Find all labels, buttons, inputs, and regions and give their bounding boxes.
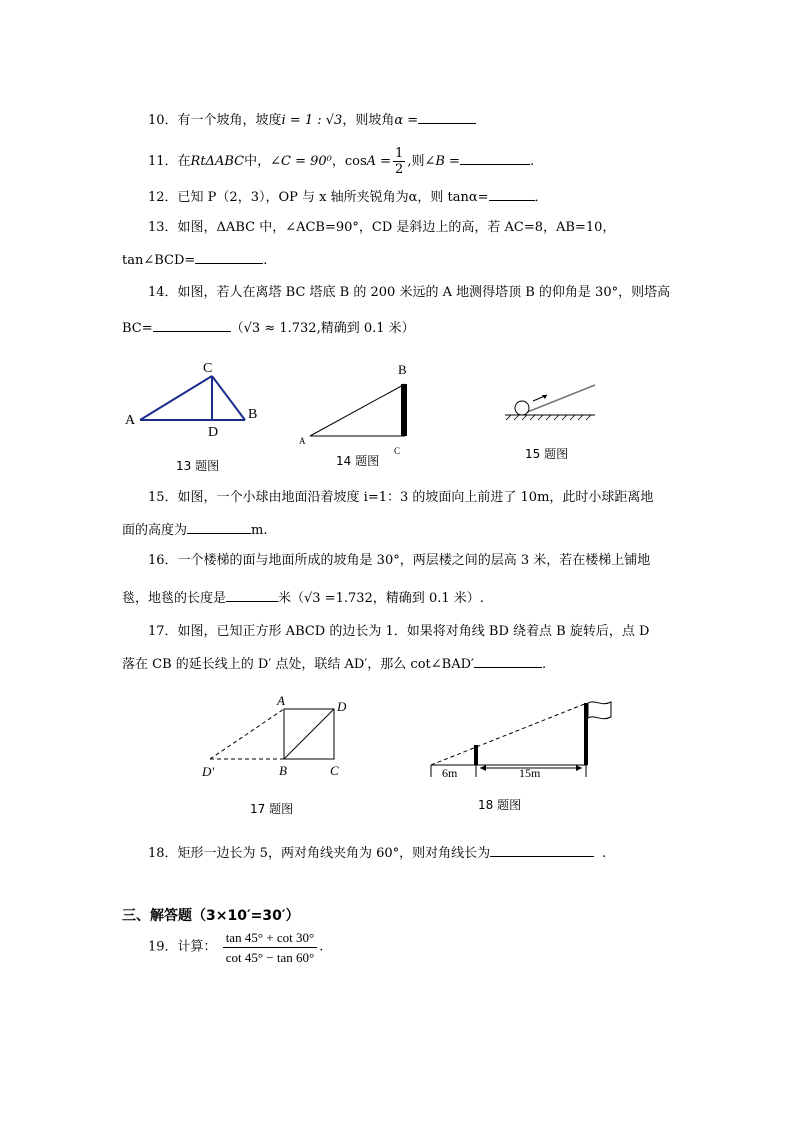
q11-b-eq: B = (435, 154, 460, 169)
question-15-line1 (148, 490, 653, 506)
q11-c-eq: C = 90⁰ (280, 154, 332, 169)
fig15-ball (515, 401, 529, 415)
q14-answer-blank[interactable] (153, 319, 231, 332)
q13-line1: 13．如图，ΔABC 中，∠ACB=90°，CD 是斜边上的高，若 AC=8，AB=10， (148, 220, 616, 235)
fig13-label-a: A (125, 413, 136, 428)
fig13-side-bc (212, 376, 245, 420)
q11-fraction (393, 146, 405, 177)
question-16-line1 (148, 553, 650, 569)
fig14-sightline (310, 384, 405, 436)
figure-18 (425, 695, 625, 785)
q10-alpha: α = (394, 113, 419, 128)
q13-answer-blank[interactable] (195, 251, 263, 264)
question-13-line1 (148, 220, 615, 236)
fig15-caption: 15 题图 (525, 447, 569, 461)
fig14-label-c: C (394, 446, 401, 456)
question-14-line1 (148, 285, 670, 301)
question-11 (148, 146, 534, 177)
q13-line2: tan∠BCD= (122, 253, 196, 268)
fig13-caption: 13 题图 (176, 459, 220, 473)
q10-answer-blank[interactable] (418, 111, 476, 124)
q10-slope: i = 1 : √3 (281, 113, 343, 128)
fig18-person (474, 745, 478, 765)
question-17-line2 (122, 655, 546, 673)
q14-line1: 14．如图，若人在离塔 BC 塔底 B 的 200 米远的 A 地测得塔顶 B 的仰角是 30°，则塔高 (148, 285, 671, 300)
q16-line1: 16．一个楼梯的面与地面所成的坡角是 30°，两层楼之间的层高 3 米，若在楼梯上铺地 (148, 553, 651, 568)
fig18-sightline (431, 703, 587, 765)
fig14-label-a: A (299, 436, 306, 446)
q10-text-b: ，则坡角 (342, 113, 395, 128)
question-19 (148, 930, 323, 965)
q18-text: 18．矩形一边长为 5，两对角线夹角为 60°，则对角线长为 (148, 846, 491, 861)
question-17-line1 (148, 624, 649, 640)
q15-line2b: m. (251, 523, 268, 538)
fig17-diagonal-bd (284, 709, 334, 759)
fig17-line-ad-prime (210, 709, 284, 759)
question-18 (148, 844, 606, 862)
q17-line1: 17．如图，已知正方形 ABCD 的边长为 1．如果将对角线 BD 绕着点 B 旋转后，点 D (148, 624, 650, 639)
q11-mid1: 中，∠ (244, 154, 281, 169)
fig18-arrow-left (480, 765, 486, 771)
fig18-label-15m: 15m (519, 766, 541, 780)
fig17-label-c: C (330, 763, 339, 778)
q11-triangle: RtΔABC (190, 154, 245, 169)
q10-text-a: 10．有一个坡角，坡度 (148, 113, 282, 128)
q19-denominator: cot 45° − tan 60° (225, 950, 315, 965)
question-16-line2 (122, 589, 484, 607)
q11-frac-num: 1 (395, 146, 404, 161)
section-3-title: 三、解答题（3×10′=30′） (122, 908, 300, 924)
q13-end: . (263, 253, 268, 268)
q11-end: . (529, 154, 535, 169)
q18-answer-blank[interactable] (490, 844, 594, 857)
fig18-caption: 18 题图 (478, 798, 522, 812)
figure-15 (500, 382, 600, 427)
q19-numerator: tan 45° + cot 30° (223, 930, 318, 948)
q17-line2a: 落在 CB 的延长线上的 D′ 点处，联结 AD′，那么 cot∠BAD′ (122, 657, 474, 672)
fig17-caption: 17 题图 (250, 802, 294, 816)
q12-answer-blank[interactable] (489, 188, 535, 201)
q17-end: . (541, 657, 547, 672)
fig17-label-d: D (337, 699, 347, 714)
q11-tail: ,则∠ (407, 154, 436, 169)
q15-line2a: 面的高度为 (122, 523, 188, 538)
q11-frac-den: 2 (395, 162, 404, 177)
q14-line2b: （√3 ≈ 1.732,精确到 0.1 米） (230, 321, 415, 336)
fig15-slope (520, 385, 595, 415)
q11-text-a: 11．在 (148, 154, 191, 169)
figure-14 (295, 362, 425, 457)
q14-line2a: BC= (122, 321, 153, 336)
fig17-label-b: B (279, 763, 287, 778)
fig13-label-c: C (203, 361, 213, 376)
fig14-tower (401, 384, 407, 436)
q17-answer-blank[interactable] (474, 655, 542, 668)
q15-line1: 15．如图，一个小球由地面沿着坡度 i=1：3 的坡面向上前进了 10m，此时小球距离地 (148, 490, 654, 505)
question-12 (148, 188, 548, 206)
fig13-label-d: D (208, 425, 219, 440)
figure-13 (120, 358, 260, 438)
fig17-label-a: A (277, 693, 285, 708)
q15-answer-blank[interactable] (187, 521, 251, 534)
fig18-flag (588, 702, 611, 719)
q12-end: ． (534, 190, 548, 205)
fig18-label-6m: 6m (442, 766, 458, 780)
q11-answer-blank[interactable] (460, 152, 530, 165)
q19-prefix: 19．计算： (148, 939, 217, 955)
q19-fraction (223, 930, 318, 965)
question-10 (148, 111, 476, 129)
figure-17 (200, 693, 360, 785)
q16-line2b: 米（√3 =1.732，精确到 0.1 米）. (278, 591, 484, 606)
fig14-label-b: B (398, 362, 407, 377)
fig18-arrow-right (576, 765, 582, 771)
fig13-label-b: B (248, 407, 258, 422)
fig18-flagpole (584, 703, 588, 765)
q16-line2a: 毯，地毯的长度是 (122, 591, 227, 606)
q16-answer-blank[interactable] (226, 589, 278, 602)
fig14-caption: 14 题图 (336, 454, 380, 468)
fig15-ground-hatch (506, 415, 591, 420)
q12-text: 12．已知 P（2，3），OP 与 x 轴所夹锐角为α，则 tanα= (148, 190, 489, 205)
question-15-line2 (122, 521, 267, 539)
fig13-side-ac (140, 376, 212, 420)
q18-end: . (602, 846, 607, 861)
question-14-line2 (122, 319, 415, 337)
q11-mid2: ，cos (331, 154, 367, 169)
fig17-label-d-prime: D′ (202, 764, 215, 779)
q19-end: . (319, 939, 324, 955)
q11-a-eq: A = (366, 154, 392, 169)
question-13-line2 (122, 251, 267, 269)
